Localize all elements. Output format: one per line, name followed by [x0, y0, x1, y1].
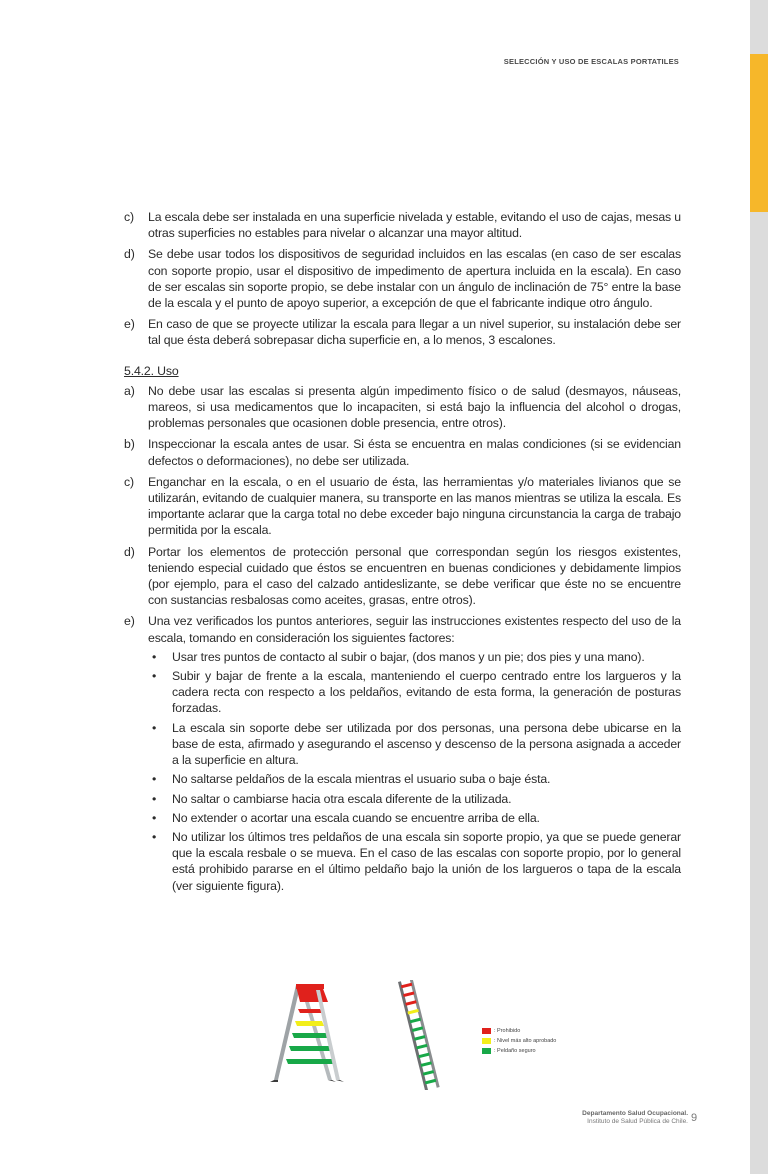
item-text: No debe usar las escalas si presenta algún impedimento físico o de salud (desmayos, náuseas, mareos, si usa medicamentos que lo incapaciten, si está bajo la influencia del alcohol o drogas, problemas personales que ocasionen doble presencia, entre otros).	[148, 383, 681, 431]
list-item	[124, 383, 681, 432]
item-text: Portar los elementos de protección personal que correspondan según los riesgos existentes, teniendo especial cuidado que éstos se encuentren en buenas condiciones y debidamente limpios (por ejemplo, para el caso del calzado antideslizante, se debe verificar que éste no se encuentre con sustancias resbalosas como aceites, grasas, entre otros).	[148, 544, 681, 608]
bullet-item	[148, 771, 681, 787]
bullet-icon: •	[152, 810, 157, 825]
item-marker: b)	[124, 437, 135, 452]
list-item	[124, 436, 681, 468]
legend-item	[482, 1046, 556, 1056]
item-marker: d)	[124, 247, 135, 262]
list-item	[124, 544, 681, 609]
bullet-text: No saltarse peldaños de la escala mientras el usuario suba o baje ésta.	[172, 772, 551, 787]
legend-label: : Prohibido	[494, 1028, 521, 1034]
footer-institute: Instituto de Salud Pública de Chile.	[587, 1118, 688, 1125]
bullet-text: La escala sin soporte debe ser utilizada por dos personas, una persona debe ubicarse en la base de esta, afirmado y asegurando el ascenso y descenso de la persona asignada a acceder a la superficie en altura.	[172, 720, 681, 768]
list-item	[124, 316, 681, 348]
page-footer	[582, 1110, 688, 1126]
item-text: Se debe usar todos los dispositivos de seguridad incluidos en las escalas (en caso de ser escalas con soporte propio, usar el dispositivo de impedimento de apertura incluida en la escala). En caso de ser escalas sin soporte propio, se debe instalar con un ángulo de inclinación de 75° entre la base de la escala y el punto de apoyo superior, a excepción de que el fabricante indique otro ángulo.	[148, 247, 681, 311]
bullet-item	[148, 668, 681, 717]
list-item	[124, 209, 681, 241]
page-number: 9	[691, 1112, 698, 1124]
section-heading: 5.4.2. Uso	[124, 363, 179, 378]
bullet-icon: •	[152, 649, 157, 664]
item-marker: e)	[124, 317, 135, 332]
item-marker: c)	[124, 210, 134, 224]
figure-legend	[482, 1026, 556, 1056]
bullet-icon: •	[152, 791, 157, 806]
bullet-icon: •	[152, 772, 157, 787]
item-marker: e)	[124, 614, 135, 629]
straight-ladder-illustration	[398, 980, 440, 1090]
bullet-icon: •	[152, 669, 157, 684]
step-ladder-illustration	[270, 984, 344, 1082]
item-text: Inspeccionar la escala antes de usar. Si ésta se encuentra en malas condiciones (si se evidencian defectos o deformaciones), no debe ser utilizada.	[148, 437, 681, 468]
bullet-list	[148, 649, 681, 894]
item-marker: c)	[124, 474, 134, 489]
bullet-item	[148, 720, 681, 769]
legend-swatch-highest	[482, 1038, 491, 1044]
bullet-text: No saltar o cambiarse hacia otra escala diferente de la utilizada.	[172, 791, 512, 806]
page-side-accent	[750, 54, 768, 212]
bullet-text: Usar tres puntos de contacto al subir o bajar, (dos manos y un pie; dos pies y una mano).	[172, 649, 645, 664]
bullet-item	[148, 791, 681, 807]
bullet-text: Subir y bajar de frente a la escala, manteniendo el cuerpo centrado entre los largueros y la cadera recta con respecto a los peldaños, evitando de esta forma, la generación de posturas forzadas.	[172, 669, 681, 716]
legend-item	[482, 1036, 556, 1046]
item-text: La escala debe ser instalada en una superficie nivelada y estable, evitando el uso de cajas, mesas u otras superficies no estables para nivelar o alcanzar una mayor altitud.	[148, 210, 681, 241]
bullet-item	[148, 649, 681, 665]
bullet-text: No utilizar los últimos tres peldaños de una escala sin soporte propio, ya que se puede generar que la escala resbale o se mueva. En el caso de las escalas con soporte propio, por lo general está prohibido pararse en el último peldaño bajo la unión de los largueros o tapa de la escala (ver siguiente figura).	[172, 829, 681, 893]
item-marker: d)	[124, 544, 135, 559]
list-item	[124, 474, 681, 539]
bullet-icon: •	[152, 720, 157, 735]
item-text: Enganchar en la escala, o en el usuario de ésta, las herramientas y/o materiales livianos que se utilizarán, evitando de cualquier manera, su transporte en las manos mientras se utiliza la escala. Es importante aclarar que la carga total no debe exceder bajo ninguna circunstancia la carga de trabajo permitida por la escala.	[148, 474, 681, 538]
item-marker: a)	[124, 383, 135, 398]
running-header: SELECCIÓN Y USO DE ESCALAS PORTATILES	[503, 57, 679, 66]
bullet-icon: •	[152, 829, 157, 844]
legend-label: : Peldaño seguro	[494, 1048, 536, 1054]
bullet-item	[148, 829, 681, 894]
legend-label: : Nivel más alto aprobado	[494, 1038, 557, 1044]
list-item	[124, 246, 681, 311]
legend-item	[482, 1026, 556, 1036]
legend-swatch-safe	[482, 1048, 491, 1054]
footer-department: Departamento Salud Ocupacional.	[582, 1110, 688, 1117]
item-text: Una vez verificados los puntos anteriores, seguir las instrucciones existentes respecto del uso de la escala, tomando en consideración los siguientes factores:	[148, 614, 681, 645]
list-item	[124, 613, 681, 893]
legend-swatch-prohibited	[482, 1028, 491, 1034]
bullet-item	[148, 810, 681, 826]
item-text: En caso de que se proyecte utilizar la escala para llegar a un nivel superior, su instalación debe ser tal que ésta deberá sobrepasar dicha superficie en, a lo menos, 3 escalones.	[148, 317, 681, 348]
body-text	[124, 209, 681, 899]
bullet-text: No extender o acortar una escala cuando se encuentre arriba de ella.	[172, 810, 540, 825]
